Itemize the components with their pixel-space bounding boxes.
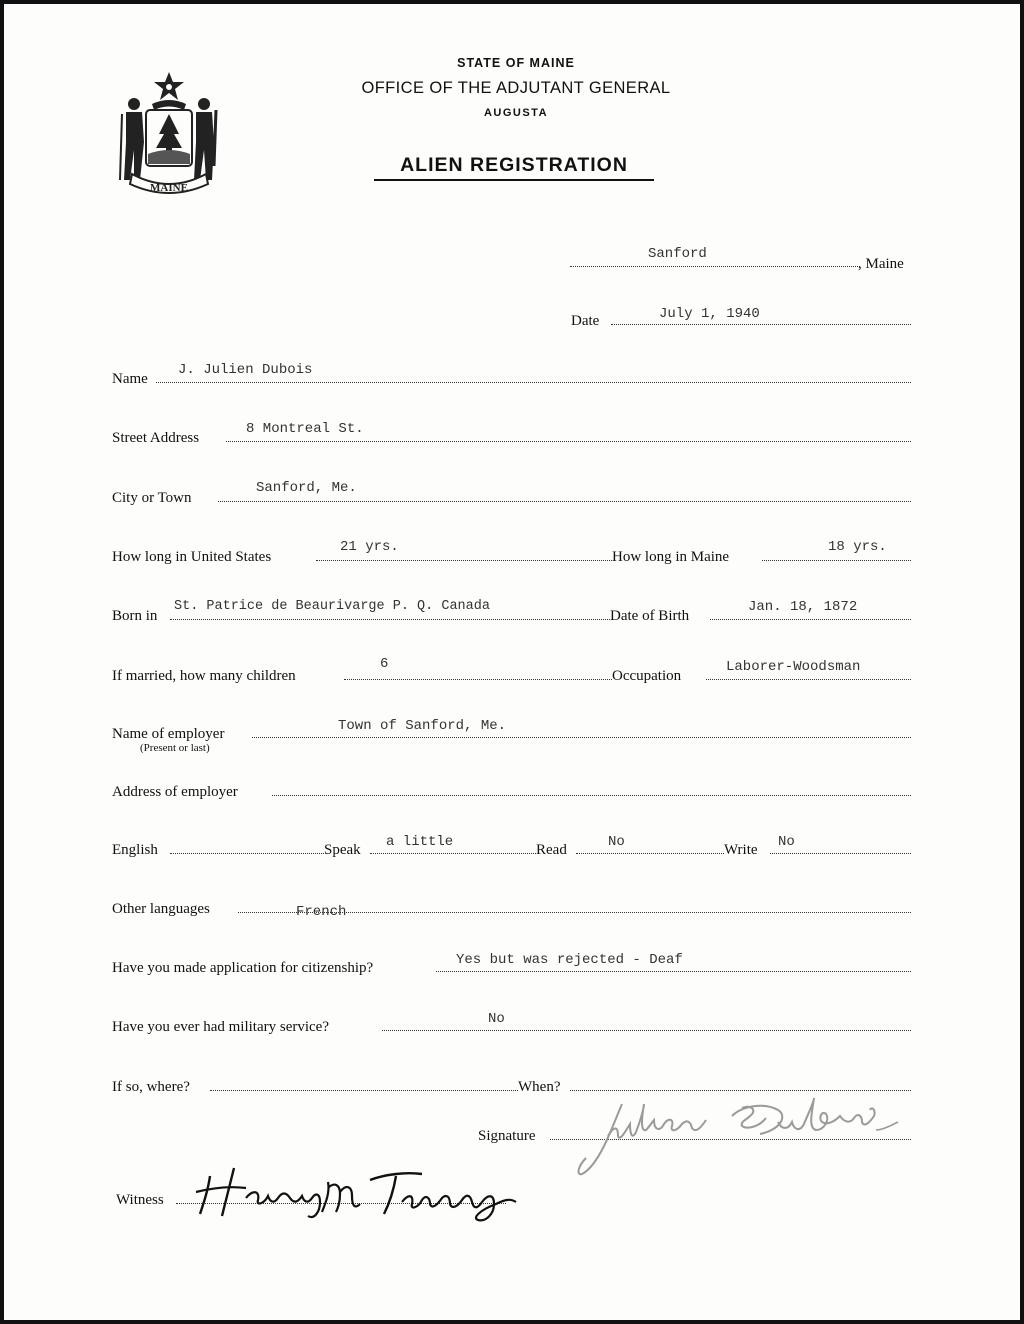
city-label: City or Town	[112, 490, 192, 506]
state-heading: STATE OF MAINE	[457, 56, 575, 70]
english-line	[170, 853, 324, 854]
employer-line	[252, 737, 911, 738]
street-value: 8 Montreal St.	[246, 421, 364, 437]
us-years-label: How long in United States	[112, 549, 272, 565]
other-languages-value: French	[296, 904, 347, 920]
birth-date-label: Date of Birth	[610, 608, 690, 624]
alien-registration-form	[4, 4, 1020, 1320]
speak-line	[370, 853, 536, 854]
employer-sublabel: (Present or last)	[140, 742, 210, 754]
children-line	[344, 679, 612, 680]
us-years-line	[316, 560, 612, 561]
birth-date-line	[710, 619, 911, 620]
employer-label: Name of employer	[112, 726, 225, 742]
military-value: No	[488, 1011, 505, 1027]
other-languages-label: Other languages	[112, 901, 210, 917]
employer-address-line	[272, 795, 911, 796]
write-value: No	[778, 834, 795, 850]
signature-label: Signature	[478, 1128, 536, 1144]
birth-date-value: Jan. 18, 1872	[748, 599, 858, 615]
children-label: If married, how many children	[112, 668, 296, 684]
children-value: 6	[380, 656, 389, 672]
applicant-signature	[564, 1086, 914, 1178]
occupation-value: Laborer-Woodsman	[726, 659, 861, 675]
name-label: Name	[112, 371, 148, 387]
city-line	[218, 501, 911, 502]
name-value: J. Julien Dubois	[178, 362, 313, 378]
maine-suffix: , Maine	[858, 256, 904, 272]
form-title: ALIEN REGISTRATION	[374, 154, 654, 181]
citizenship-value: Yes but was rejected - Deaf	[456, 952, 683, 968]
city-heading: AUGUSTA	[483, 107, 549, 119]
when-label: When?	[518, 1079, 561, 1095]
speak-value: a little	[386, 834, 454, 850]
maine-years-line	[762, 560, 911, 561]
town-value: Sanford	[648, 246, 707, 262]
citizenship-line	[436, 971, 911, 972]
street-line	[226, 441, 911, 442]
witness-label: Witness	[116, 1192, 164, 1208]
read-value: No	[608, 834, 625, 850]
write-line	[770, 853, 911, 854]
maine-state-seal	[116, 70, 222, 200]
write-label: Write	[724, 842, 758, 858]
name-line	[156, 382, 911, 383]
employer-address-label: Address of employer	[112, 784, 238, 800]
witness-signature	[190, 1158, 520, 1224]
office-heading: OFFICE OF THE ADJUTANT GENERAL	[361, 79, 671, 97]
born-in-label: Born in	[112, 608, 158, 624]
where-line	[210, 1090, 518, 1091]
maine-years-label: How long in Maine	[612, 549, 730, 565]
city-value: Sanford, Me.	[256, 480, 357, 496]
speak-label: Speak	[324, 842, 361, 858]
maine-years-value: 18 yrs.	[828, 539, 887, 555]
date-line	[611, 324, 911, 325]
where-label: If so, where?	[112, 1079, 190, 1095]
military-label: Have you ever had military service?	[112, 1019, 329, 1035]
street-label: Street Address	[112, 430, 200, 446]
date-value: July 1, 1940	[659, 306, 760, 322]
occupation-line	[706, 679, 911, 680]
date-label: Date	[571, 313, 600, 329]
occupation-label: Occupation	[612, 668, 682, 684]
military-line	[382, 1030, 911, 1031]
town-line	[570, 266, 860, 267]
seal-banner-text: MAINE	[150, 182, 188, 194]
born-in-line	[170, 619, 610, 620]
citizenship-label: Have you made application for citizenship?	[112, 960, 374, 976]
us-years-value: 21 yrs.	[340, 539, 399, 555]
read-label: Read	[536, 842, 567, 858]
employer-value: Town of Sanford, Me.	[338, 718, 507, 734]
read-line	[576, 853, 724, 854]
born-in-value: St. Patrice de Beaurivarge P. Q. Canada	[174, 599, 490, 614]
english-label: English	[112, 842, 158, 858]
